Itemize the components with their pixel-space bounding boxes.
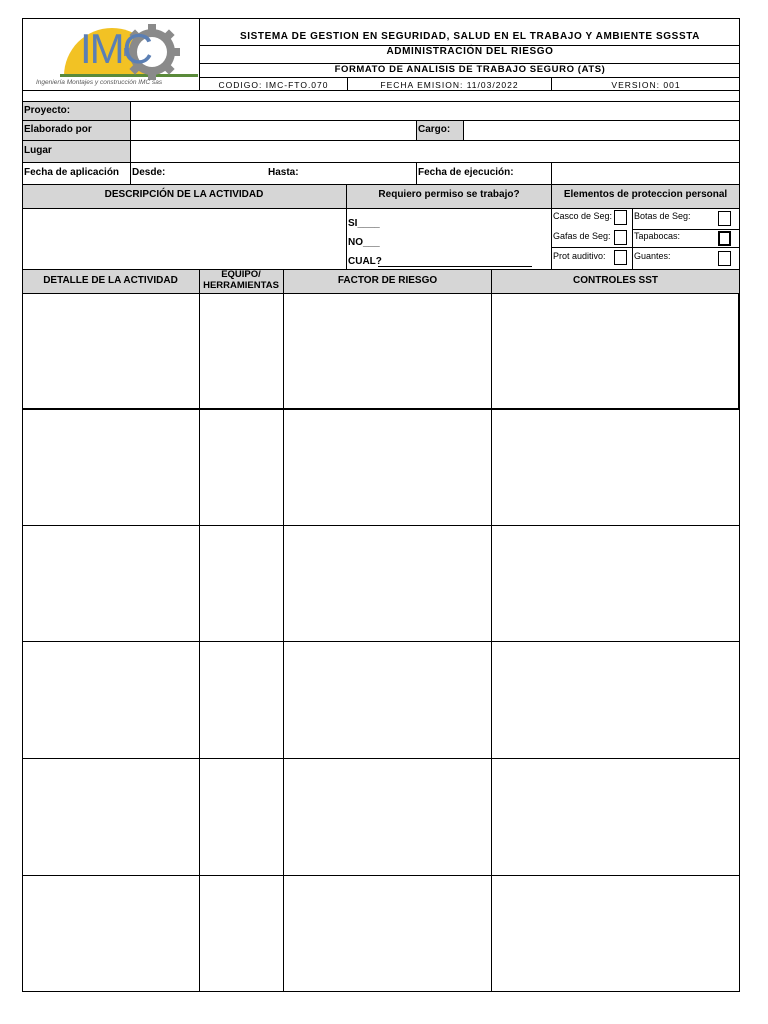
ppe-prot-auditivo-checkbox[interactable] (614, 250, 627, 265)
ppe-guantes-checkbox[interactable] (718, 251, 731, 266)
label-hasta: Hasta: (268, 167, 299, 178)
table-row[interactable] (23, 759, 739, 874)
col-detalle-actividad: DETALLE DE LA ACTIVIDAD (43, 275, 178, 286)
header-epp: Elementos de proteccion personal (563, 189, 728, 200)
doc-version: VERSION: 001 (611, 80, 681, 90)
label-lugar: Lugar (24, 145, 52, 156)
ppe-gafas-checkbox[interactable] (614, 230, 627, 245)
ppe-casco-label: Casco de Seg: (553, 211, 613, 221)
permiso-no[interactable]: NO___ (348, 237, 380, 248)
elaborado-por-field[interactable] (131, 121, 415, 139)
descripcion-field[interactable] (23, 209, 345, 268)
ppe-tapabocas-checkbox[interactable] (718, 231, 731, 246)
lugar-field[interactable] (131, 141, 739, 161)
label-desde: Desde: (132, 167, 166, 178)
header-permiso: Requiero permiso se trabajo? (378, 189, 520, 200)
label-cargo: Cargo: (418, 124, 451, 135)
ppe-botas-checkbox[interactable] (718, 211, 731, 226)
ppe-prot-auditivo-label: Prot auditivo: (553, 251, 606, 261)
doc-code: CODIGO: IMC-FTO.070 (218, 80, 329, 90)
ppe-casco-checkbox[interactable] (614, 210, 627, 225)
cargo-field[interactable] (464, 121, 739, 139)
label-fecha-aplicacion: Fecha de aplicación (24, 167, 120, 178)
logo-caption: Ingeniería Montajes y construcción IMC sas (36, 79, 163, 86)
table-row[interactable] (23, 294, 737, 407)
company-logo (30, 22, 200, 90)
table-row[interactable] (23, 642, 739, 757)
col-equipo-line1: EQUIPO/ (221, 269, 261, 280)
table-row[interactable] (23, 410, 739, 524)
label-elaborado-por: Elaborado por (24, 124, 92, 135)
permiso-cual: CUAL? (348, 256, 382, 267)
table-row[interactable] (23, 876, 739, 991)
table-row[interactable] (23, 526, 739, 640)
ppe-botas-label: Botas de Seg: (634, 211, 691, 221)
permiso-si[interactable]: SI____ (348, 218, 380, 229)
label-fecha-ejecucion: Fecha de ejecución: (418, 167, 514, 178)
title-admin: ADMINISTRACIÓN DEL RIESGO (386, 46, 554, 57)
proyecto-field[interactable] (131, 102, 739, 119)
ppe-gafas-label: Gafas de Seg: (553, 231, 611, 241)
ppe-guantes-label: Guantes: (634, 251, 671, 261)
title-format: FORMATO DE ANALISIS DE TRABAJO SEGURO (ATS) (334, 64, 606, 75)
col-factor-riesgo: FACTOR DE RIESGO (337, 275, 438, 286)
label-proyecto: Proyecto: (24, 105, 71, 116)
logo-text: IMC (80, 25, 151, 72)
col-equipo-line2: HERRAMIENTAS (203, 280, 279, 291)
title-system: SISTEMA DE GESTION EN SEGURIDAD, SALUD EN EL TRABAJO Y AMBIENTE SGSSTA (239, 31, 700, 42)
doc-issue-date: FECHA EMISION: 11/03/2022 (380, 80, 519, 90)
col-controles-sst: CONTROLES SST (572, 275, 658, 286)
ppe-tapabocas-label: Tapabocas: (634, 231, 681, 241)
header-descripcion: DESCRIPCIÓN DE LA ACTIVIDAD (104, 189, 264, 200)
